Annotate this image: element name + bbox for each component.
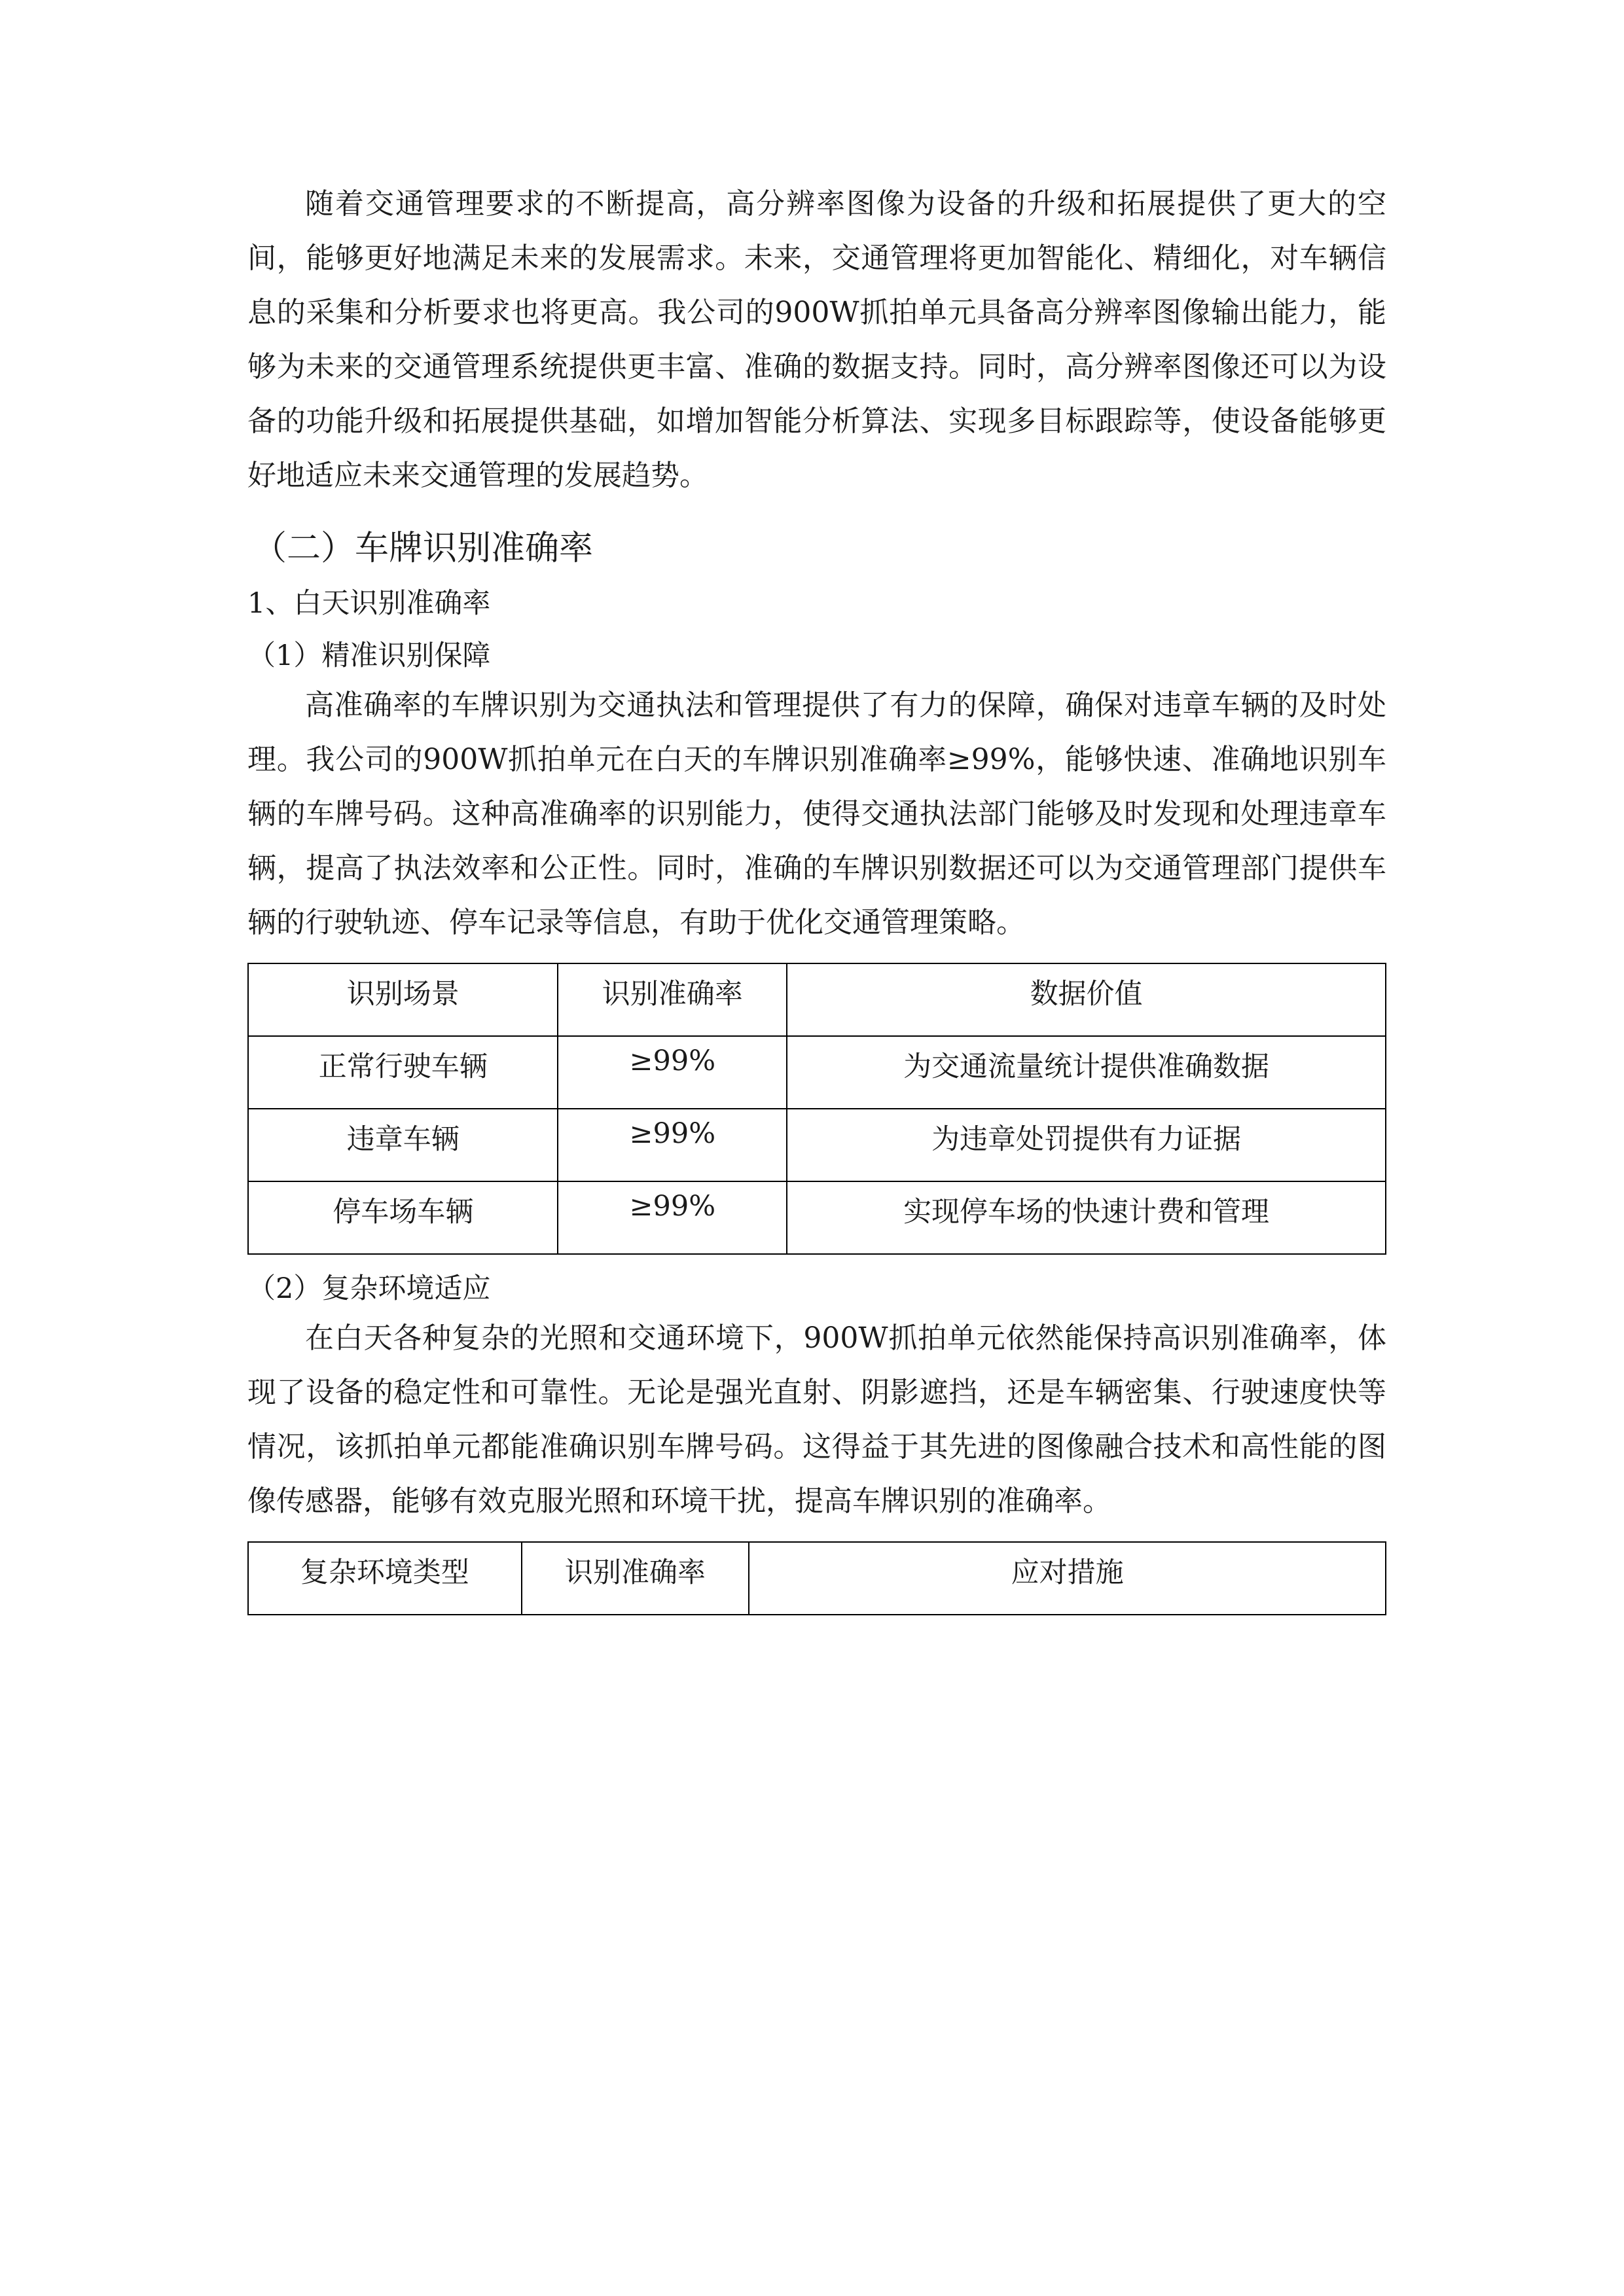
page-content [247, 177, 1386, 1615]
table-header-cell: 复杂环境类型 [248, 1542, 522, 1615]
table-cell: 实现停车场的快速计费和管理 [787, 1181, 1386, 1254]
intro-paragraph: 随着交通管理要求的不断提高，高分辨率图像为设备的升级和拓展提供了更大的空间，能够更好地满足未来的发展需求。未来，交通管理将更加智能化、精细化，对车辆信息的采集和分析要求也将更高。我公司的900W抓拍单元具备高分辨率图像输出能力，能够为未来的交通管理系统提供更丰富、准确的数据支持。同时，高分辨率图像还可以为设备的功能升级和拓展提供基础，如增加智能分析算法、实现多目标跟踪等，使设备能够更好地适应未来交通管理的发展趋势。 [247, 187, 1386, 492]
subsection-heading: 1、白天识别准确率 [247, 587, 491, 620]
table-row [248, 1181, 1386, 1254]
item1-heading: （1）精准识别保障 [247, 639, 491, 672]
table-cell: 停车场车辆 [248, 1181, 558, 1254]
table-cell: 违章车辆 [248, 1109, 558, 1181]
table-row [248, 1036, 1386, 1109]
table-cell: 为交通流量统计提供准确数据 [787, 1036, 1386, 1109]
table-header-cell: 识别场景 [248, 963, 558, 1036]
table-cell: 为违章处罚提供有力证据 [787, 1109, 1386, 1181]
table-header-row [248, 1542, 1386, 1615]
item2-heading: （2）复杂环境适应 [247, 1272, 491, 1305]
table-cell: 正常行驶车辆 [248, 1036, 558, 1109]
recognition-scenario-table [247, 963, 1386, 1255]
complex-environment-table [247, 1541, 1386, 1615]
section-heading: （二）车牌识别准确率 [253, 529, 594, 568]
table-cell: ≥99% [558, 1036, 787, 1109]
table-header-cell: 应对措施 [749, 1542, 1386, 1615]
table-header-cell: 数据价值 [787, 963, 1386, 1036]
table-cell: ≥99% [558, 1181, 787, 1254]
table-header-cell: 识别准确率 [522, 1542, 749, 1615]
table-header-row [248, 963, 1386, 1036]
table-header-cell: 识别准确率 [558, 963, 787, 1036]
item1-paragraph: 高准确率的车牌识别为交通执法和管理提供了有力的保障，确保对违章车辆的及时处理。我公司的900W抓拍单元在白天的车牌识别准确率≥99%，能够快速、准确地识别车辆的车牌号码。这种高准确率的识别能力，使得交通执法部门能够及时发现和处理违章车辆，提高了执法效率和公正性。同时，准确的车牌识别数据还可以为交通管理部门提供车辆的行驶轨迹、停车记录等信息，有助于优化交通管理策略。 [247, 689, 1386, 939]
table-row [248, 1109, 1386, 1181]
item2-paragraph: 在白天各种复杂的光照和交通环境下，900W抓拍单元依然能保持高识别准确率，体现了设备的稳定性和可靠性。无论是强光直射、阴影遮挡，还是车辆密集、行驶速度快等情况，该抓拍单元都能准确识别车牌号码。这得益于其先进的图像融合技术和高性能的图像传感器，能够有效克服光照和环境干扰，提高车牌识别的准确率。 [247, 1321, 1386, 1518]
table-cell: ≥99% [558, 1109, 787, 1181]
